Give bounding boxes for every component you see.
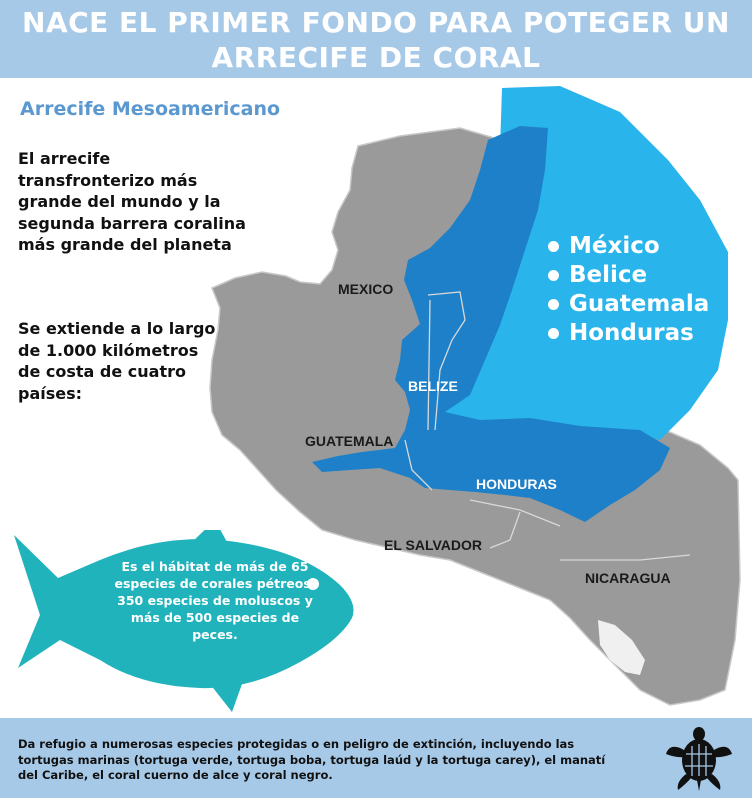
bullet-icon xyxy=(548,299,559,310)
map-label-honduras: HONDURAS xyxy=(476,476,557,492)
map-label-belize: BELIZE xyxy=(408,378,458,394)
list-item xyxy=(548,319,709,348)
country-label: Belice xyxy=(569,262,648,288)
footer-text: Da refugio a numerosas especies protegidas o en peligro de extinción, incluyendo las tortugas marinas (tortuga verde, tortuga boba, tortuga laúd y la tortuga carey), el manatí del Caribe, el coral cuerno de alce y coral negro. xyxy=(18,737,606,782)
country-label: Honduras xyxy=(569,320,694,346)
fish-caption: Es el hábitat de más de 65 especies de corales pétreos, 350 especies de moluscos y más de 500 especies de peces. xyxy=(114,559,316,642)
bullet-icon xyxy=(548,328,559,339)
page-title xyxy=(0,5,752,75)
bullet-icon xyxy=(548,241,559,252)
country-list xyxy=(548,232,709,348)
map-label-el-salvador: EL SALVADOR xyxy=(384,537,483,553)
subtitle: Arrecife Mesoamericano xyxy=(20,98,281,120)
list-item xyxy=(548,290,709,319)
country-label: Guatemala xyxy=(569,291,710,317)
list-item xyxy=(548,232,709,261)
list-item xyxy=(548,261,709,290)
extent-paragraph: Se extiende a lo largo de 1.000 kilómetros de costa de cuatro países: xyxy=(18,319,216,403)
title-line-1: NACE EL PRIMER FONDO PARA POTEGER UN xyxy=(22,6,730,39)
map-label-guatemala: GUATEMALA xyxy=(305,433,394,449)
country-label: México xyxy=(569,233,660,259)
turtle-icon xyxy=(664,724,734,792)
intro-paragraph: El arrecife transfronterizo más grande del mundo y la segunda barrera coralina más grande del planeta xyxy=(18,149,246,254)
map-label-mexico: MEXICO xyxy=(338,281,394,297)
bullet-icon xyxy=(548,270,559,281)
map-label-nicaragua: NICARAGUA xyxy=(585,570,671,586)
title-line-2: ARRECIFE DE CORAL xyxy=(211,41,541,74)
